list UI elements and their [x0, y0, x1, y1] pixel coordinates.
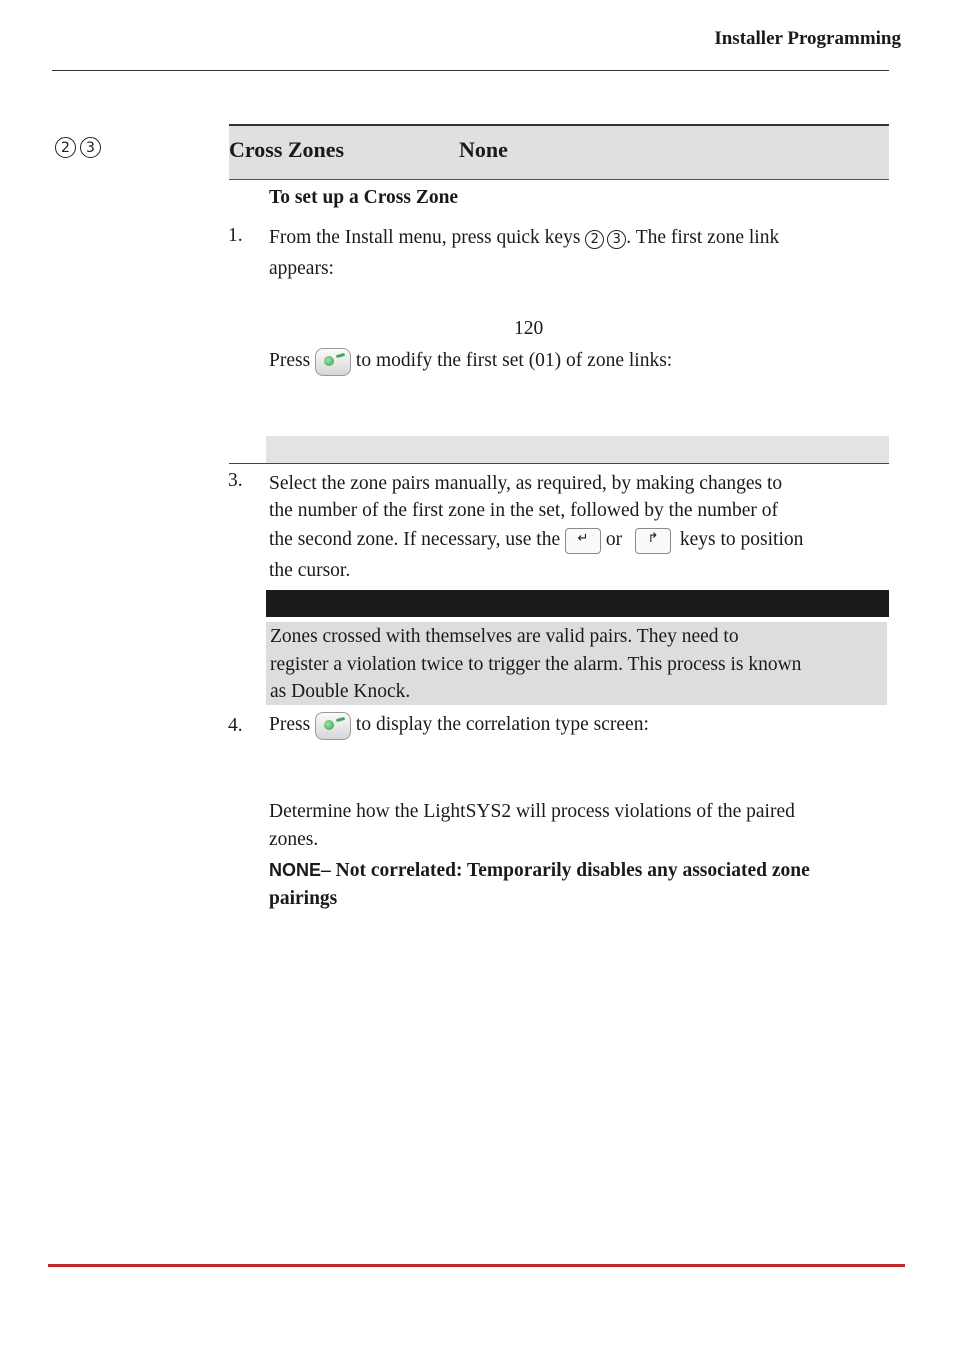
step-3-line4: the cursor. [269, 560, 351, 581]
none-option [269, 857, 810, 885]
quick-key-3-icon: 3 [80, 137, 101, 158]
step-1-text-b: . The first zone link [626, 227, 780, 248]
lcd-display-value: 120 [514, 318, 544, 339]
arrow-right-key-icon: ↱ [635, 528, 671, 554]
footer-divider [48, 1264, 905, 1267]
step-3-line3 [269, 526, 803, 554]
arrow-left-key-icon: ↵ [565, 528, 601, 554]
step-4-text-b: to display the correlation type screen: [355, 714, 649, 735]
quick-key-2-icon: 2 [55, 137, 76, 158]
page-header-title: Installer Programming [714, 28, 901, 49]
step-1-text-c: appears: [269, 258, 334, 279]
enter-key-icon [315, 712, 351, 740]
determine-line1: Determine how the LightSYS2 will process violations of the paired [269, 801, 795, 822]
header-divider [52, 70, 889, 71]
parameter-banner [229, 124, 889, 180]
note-line2: register a violation twice to trigger the alarm. This process is known [270, 653, 802, 675]
step-3-line3-b: keys to position [679, 529, 804, 550]
quick-key-2-icon: 2 [585, 230, 604, 249]
parameter-title: Cross Zones [229, 137, 345, 162]
step-4-number: 4. [228, 715, 243, 736]
section-divider [229, 463, 889, 464]
enter-key-icon [315, 348, 351, 376]
step-4-text [269, 711, 649, 740]
step-3-or: or [605, 529, 623, 550]
step-1-text [269, 224, 889, 252]
step-1-text-a: From the Install menu, press quick keys [269, 227, 581, 248]
note-header [266, 590, 889, 617]
section-title: To set up a Cross Zone [269, 187, 459, 208]
lcd-display-bar [266, 436, 889, 463]
determine-line2: zones. [269, 829, 319, 850]
step-2-text-a: Press [269, 350, 311, 371]
step-3-line3-a: the second zone. If necessary, use the [269, 529, 561, 550]
parameter-default: None [459, 137, 508, 162]
step-3-line2: the number of the first zone in the set, followed by the number of [269, 500, 779, 521]
note-body [266, 622, 887, 705]
step-4-text-a: Press [269, 714, 311, 735]
step-2-text-b: to modify the first set (01) of zone links: [355, 350, 673, 371]
note-line3: as Double Knock. [270, 681, 411, 702]
quick-keys [55, 137, 101, 158]
step-3-line1: Select the zone pairs manually, as required, by making changes to [269, 473, 783, 494]
quick-key-3-icon: 3 [607, 230, 626, 249]
step-2-text [269, 347, 672, 376]
none-option-desc: – Not correlated: Temporarily disables any associated zone [321, 860, 810, 881]
none-option-line2: pairings [269, 888, 338, 909]
step-3-number: 3. [228, 470, 243, 491]
note-line1: Zones crossed with themselves are valid pairs. They need to [270, 626, 739, 647]
step-1-number: 1. [228, 225, 243, 246]
none-option-label: NONE [269, 860, 322, 880]
